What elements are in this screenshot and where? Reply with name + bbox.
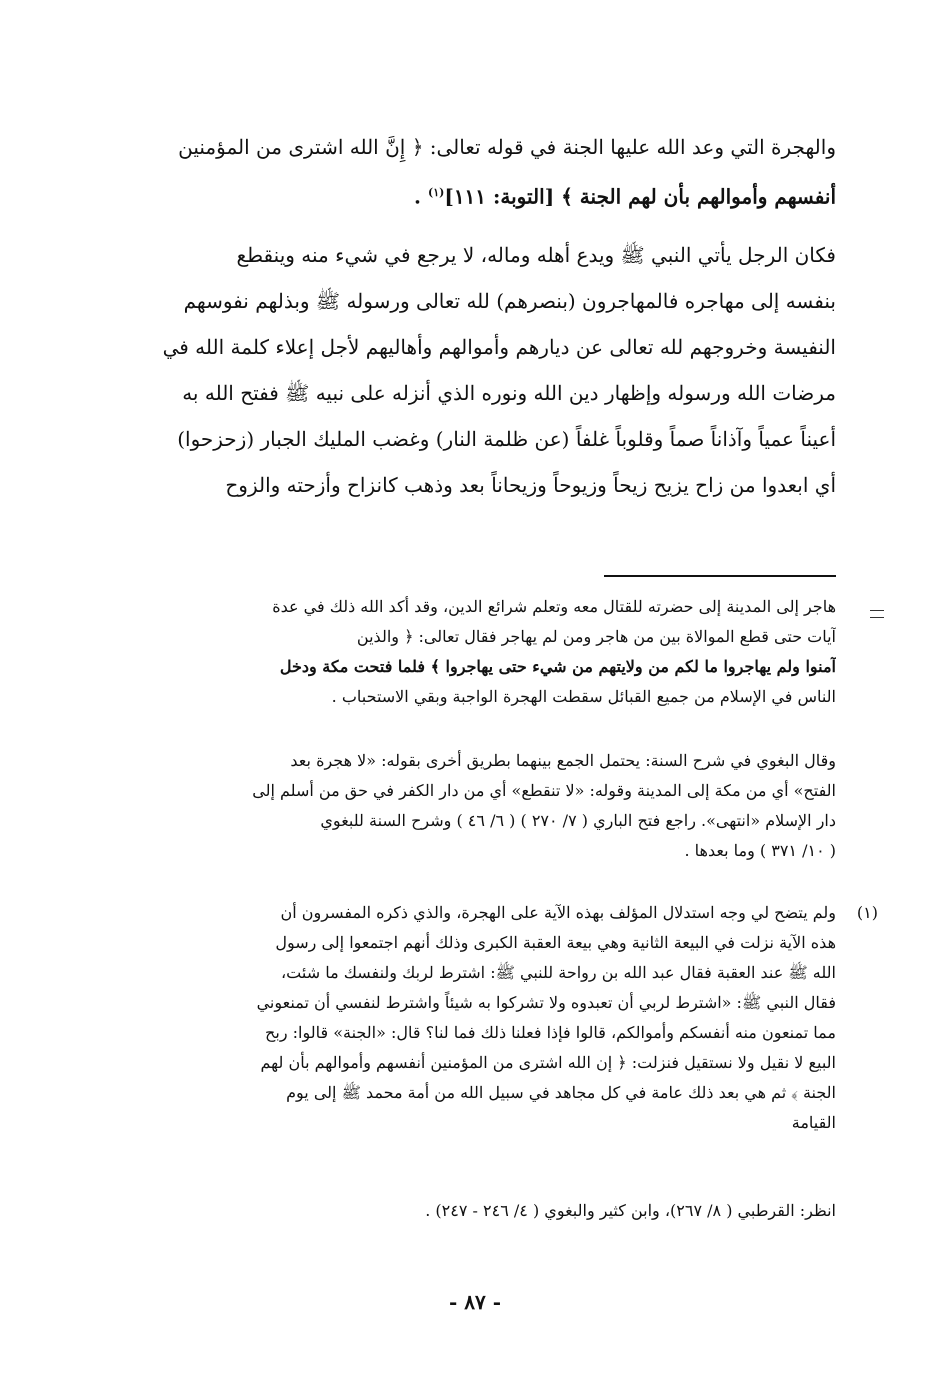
footnote-baghawi	[130, 746, 836, 866]
text-line: بنفسه إلى مهاجره فالمهاجرون (بنصرهم) لله تعالى ورسوله ﷺ وبذلهم نفوسهم	[183, 289, 836, 313]
text-line: أي ابعدوا من زاح يزيح زيحاً وزيوحاً وزيحاناً بعد وذهب كانزاح وأزحته والزوح	[225, 473, 836, 497]
text-line: الجنة ﴾ ثم هي بعد ذلك عامة في كل مجاهد في سبيل الله من أمة محمد ﷺ إلى يوم	[286, 1083, 836, 1102]
text-line: وقال البغوي في شرح السنة: يحتمل الجمع بينهما بطريق أخرى بقوله: «لا هجرة بعد	[290, 751, 836, 770]
text-line: مرضات الله ورسوله وإظهار دين الله ونوره الذي أنزله على نبيه ﷺ ففتح الله به	[182, 381, 836, 405]
text-line: انظر: القرطبي ( ٨/ ٢٦٧)، وابن كثير والبغوي ( ٤/ ٢٤٦ - ٢٤٧) .	[425, 1201, 836, 1220]
main-paragraph-2	[130, 232, 836, 508]
text-line: النفيسة وخروجهم لله تعالى عن ديارهم وأموالهم وأهاليهم لأجل إعلاء كلمة الله في	[162, 335, 836, 359]
text-line: آمنوا ولم يهاجروا ما لكم من ولايتهم من شيء حتى يهاجروا ﴾ فلما فتحت مكة ودخل	[279, 657, 836, 676]
text-line: هاجر إلى المدينة إلى حضرته للقتال معه وتعلم شرائع الدين، وقد أكد الله ذلك في عدة	[272, 597, 836, 616]
main-paragraph-1	[130, 124, 836, 220]
text-line: فكان الرجل يأتي النبي ﷺ ويدع أهله وماله، لا يرجع في شيء منه وينقطع	[236, 243, 836, 267]
text-line: ( ١٠/ ٣٧١ ) وما بعدها .	[684, 841, 836, 860]
page-number: - ٨٧ -	[448, 1290, 501, 1314]
text-line: الفتح» أي من مكة إلى المدينة وقوله: «لا تنقطع» أي من دار الكفر في حق من أسلم إلى	[252, 781, 836, 800]
text-line: الله ﷺ عند العقبة فقال عبد الله بن رواحة للنبي ﷺ: اشترط لربك ولنفسك ما شئت،	[281, 963, 836, 982]
text-line: فقال النبي ﷺ: «اشترط لربي أن تعبدوه ولا تشركوا به شيئاً واشترط لنفسي أن تمنعوني	[256, 993, 836, 1012]
footnote-divider	[604, 575, 836, 577]
footnote-marker: (١)	[427, 186, 445, 199]
text-line: أنفسهم وأموالهم بأن لهم الجنة ﴾ [التوبة: ١١١]$^{(١)}$ .	[414, 184, 836, 209]
text-line: دار الإسلام «انتهى». راجع فتح الباري ( ٧/ ٢٧٠ ) ( ٦/ ٤٦ ) وشرح السنة للبغوي	[320, 811, 836, 830]
footnote-1	[130, 898, 878, 1138]
margin-mark	[870, 610, 884, 618]
text-line: البيع لا نقيل ولا نستقيل فنزلت: ﴿ إن الله اشترى من المؤمنين أنفسهم وأموالهم بأن لهم	[260, 1053, 836, 1072]
text-line: الناس في الإسلام من جميع القبائل سقطت الهجرة الواجبة وبقي الاستحباب .	[331, 687, 836, 706]
text-line: مما تمنعون منه أنفسكم وأموالكم، قالوا فإذا فعلنا ذلك فما لنا؟ قال: «الجنة» قالوا: ربح	[265, 1023, 836, 1042]
text-line: أعيناً عمياً وآذاناً صماً وقلوباً غلفاً (عن ظلمة النار) وغضب المليك الجبار (زحزحوا)	[177, 427, 836, 451]
footnote-references	[130, 1196, 836, 1226]
text-line: هذه الآية نزلت في البيعة الثانية وهي بيعة العقبة الكبرى وذلك أنهم اجتمعوا إلى رسول	[275, 933, 836, 952]
text-line: آيات حتى قطع الموالاة بين من هاجر ومن لم يهاجر فقال تعالى: ﴿ والذين	[356, 627, 836, 646]
text-line: ولم يتضح لي وجه استدلال المؤلف بهذه الآية على الهجرة، والذي ذكره المفسرون أن	[280, 903, 836, 922]
text-line: والهجرة التي وعد الله عليها الجنة في قوله تعالى: ﴿ إِنَّ الله اشترى من المؤمنين	[178, 135, 836, 159]
text-line: القيامة	[791, 1113, 836, 1132]
footnote-continuation	[130, 592, 836, 712]
footnote-number: (١)	[856, 903, 878, 922]
